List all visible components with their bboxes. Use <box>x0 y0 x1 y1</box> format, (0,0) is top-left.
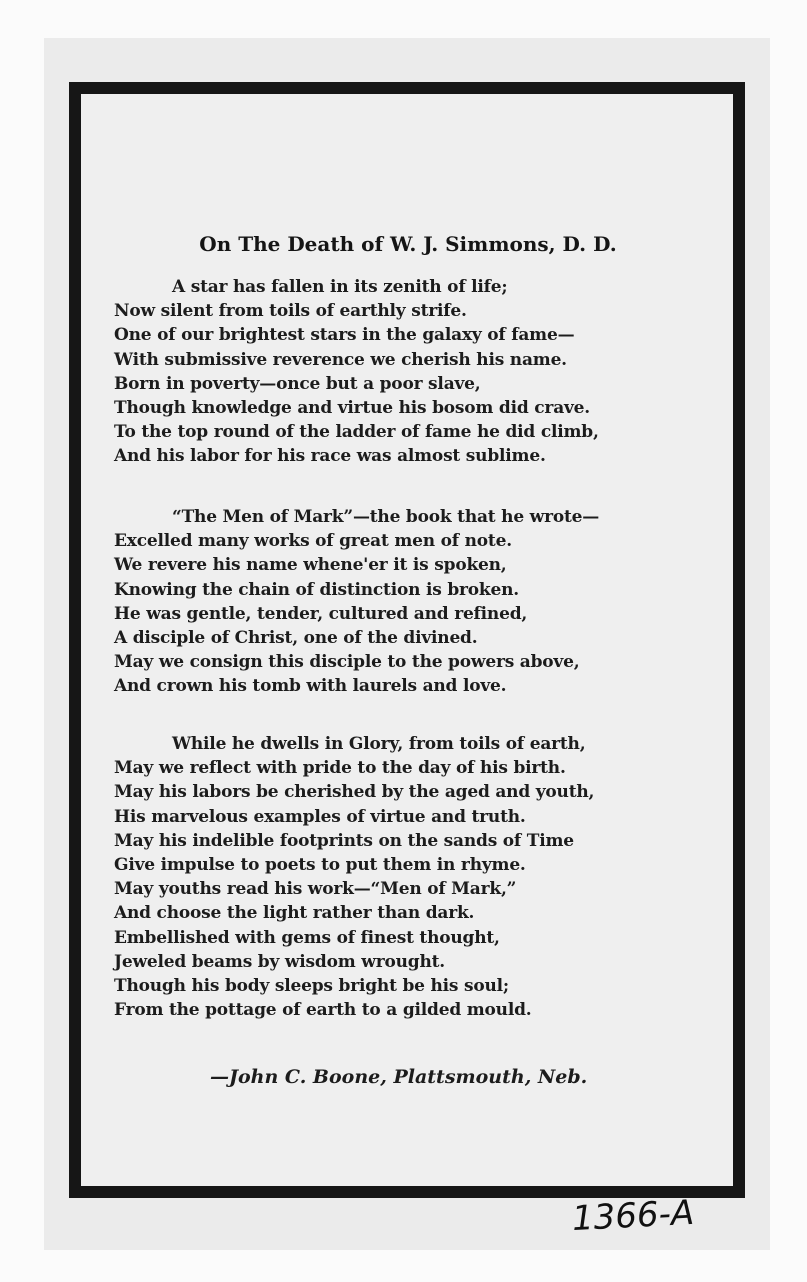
poem-line: Knowing the chain of distinction is broken. <box>114 579 519 600</box>
poem-line: Give impulse to poets to put them in rhyme. <box>114 855 526 876</box>
poem-line: We revere his name whene'er it is spoken, <box>114 555 507 576</box>
poem-line: And choose the light rather than dark. <box>114 903 475 924</box>
poem-line: His marvelous examples of virtue and truth. <box>114 806 526 827</box>
poem-line: A star has fallen in its zenith of life; <box>172 277 508 297</box>
poem-line: “The Men of Mark”—the book that he wrote— <box>172 507 600 527</box>
stanza-3 <box>114 732 594 1022</box>
poem-title: On The Death of W. J. Simmons, D. D. <box>199 232 617 256</box>
stanza-1 <box>114 275 599 469</box>
poem-line: May we consign this disciple to the powers above, <box>114 652 580 673</box>
poem-line: May we reflect with pride to the day of his birth. <box>114 758 566 779</box>
poem-line: Though knowledge and virtue his bosom did crave. <box>114 398 591 419</box>
poem-line: May his indelible footprints on the sands of Time <box>114 830 574 851</box>
poem-line: May his labors be cherished by the aged and youth, <box>114 782 595 803</box>
poem-line: From the pottage of earth to a gilded mould. <box>114 1000 532 1021</box>
poem-line: A disciple of Christ, one of the divined. <box>114 628 478 649</box>
poem-line: While he dwells in Glory, from toils of earth, <box>172 734 586 754</box>
poem-line: Jeweled beams by wisdom wrought. <box>114 951 445 972</box>
poem-line: And crown his tomb with laurels and love. <box>114 676 507 697</box>
poem-line: Now silent from toils of earthly strife. <box>114 301 467 322</box>
poem-line: Born in poverty—once but a poor slave, <box>114 373 481 394</box>
poem-line: With submissive reverence we cherish his name. <box>114 349 567 370</box>
author-signature: —John C. Boone, Plattsmouth, Neb. <box>210 1066 588 1088</box>
poem-line: To the top round of the ladder of fame he did climb, <box>114 422 599 443</box>
poem-line: He was gentle, tender, cultured and refined, <box>114 603 528 624</box>
poem-line: Excelled many works of great men of note. <box>114 531 512 552</box>
poem-line: Embellished with gems of finest thought, <box>114 927 500 948</box>
poem-line: May youths read his work—“Men of Mark,” <box>114 879 517 900</box>
poem-line: And his labor for his race was almost sublime. <box>114 446 546 467</box>
catalog-number: 1366-A <box>571 1192 696 1240</box>
poem-line: Though his body sleeps bright be his soul; <box>114 976 509 997</box>
stanza-2 <box>114 505 599 699</box>
poem-line: One of our brightest stars in the galaxy of fame— <box>114 325 575 346</box>
